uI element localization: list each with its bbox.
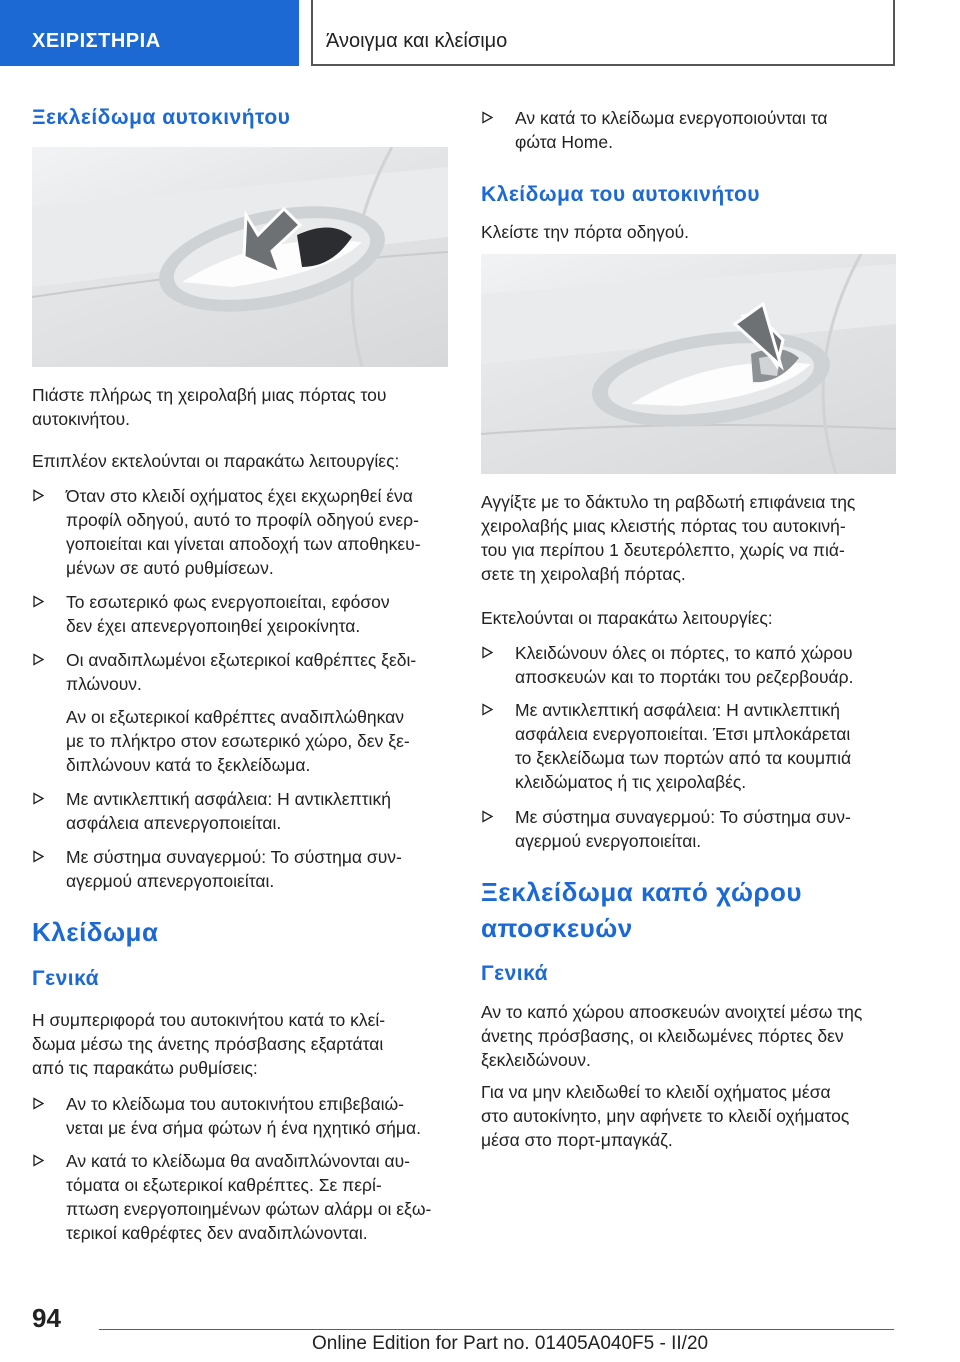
text-line: Αν το κλείδωμα του αυτοκινήτου επιβεβαιώ- [66, 1094, 404, 1114]
text-line: αγερμού απενεργοποιείται. [66, 871, 275, 891]
text-line: ασφάλεια απενεργοποιείται. [66, 813, 282, 833]
text-line: αποσκευών και το πορτάκι του ρεζερβουάρ. [515, 667, 854, 687]
text-line: τόματα οι εξωτερικοί καθρέπτες. Σε περί- [66, 1175, 382, 1195]
heading-lock-vehicle: Κλείδωμα του αυτοκινήτου [481, 183, 761, 206]
text-line: Με αντικλεπτική ασφάλεια: Η αντικλεπτική [66, 789, 391, 809]
heading-locking: Κλείδωμα [32, 917, 159, 947]
triangle-bullet-icon [32, 1154, 45, 1167]
list-item [32, 845, 452, 893]
header-underline [311, 64, 895, 66]
text-line: σετε τη χειρολαβή πόρτας. [481, 564, 686, 584]
text-line: του για περίπου 1 δευτερόλεπτο, χωρίς να πιά- [481, 540, 845, 560]
heading-line: αποσκευών [481, 913, 633, 943]
list-item [481, 805, 896, 853]
list-item [32, 787, 452, 835]
paragraph-functions: Εκτελούνται οι παρακάτω λειτουργίες: [481, 608, 773, 628]
text-line: μέσα στο πορτ-μπαγκάζ. [481, 1130, 673, 1150]
heading-unlock-vehicle: Ξεκλείδωμα αυτοκινήτου [32, 106, 291, 129]
paragraph-close-door: Κλείστε την πόρτα οδηγού. [481, 222, 690, 242]
heading-line: Ξεκλείδωμα καπό χώρου [481, 877, 803, 907]
list-item [32, 590, 452, 638]
text-line: Αγγίξτε με το δάκτυλο τη ραβδωτή επιφάνεια της [481, 492, 856, 512]
list-item [32, 1149, 452, 1245]
text-line: Οι αναδιπλωμένοι εξωτερικοί καθρέπτες ξεδι- [66, 650, 417, 670]
text-line: χειρολαβής μιας κλειστής πόρτας του αυτοκινή- [481, 516, 846, 536]
footer-rule [99, 1329, 894, 1330]
list-item [32, 484, 452, 580]
text-line: γοποιείται και γίνεται αποδοχή των αποθηκευ- [66, 534, 421, 554]
text-line: κλειδώματος ή τις χειρολαβές. [515, 772, 747, 792]
text-line: Αν οι εξωτερικοί καθρέπτες αναδιπλώθηκαν [66, 707, 405, 727]
triangle-bullet-icon [481, 703, 494, 716]
text-line: δωμα μέσω της άνετης πρόσβασης εξαρτάται [32, 1034, 384, 1054]
text-line: Αν κατά το κλείδωμα ενεργοποιούνται τα [515, 108, 828, 128]
triangle-bullet-icon [481, 810, 494, 823]
header-divider [311, 0, 313, 66]
triangle-bullet-icon [32, 792, 45, 805]
heading-unlock-trunk [481, 874, 802, 946]
triangle-bullet-icon [32, 1097, 45, 1110]
text-line: Με αντικλεπτική ασφάλεια: Η αντικλεπτική [515, 700, 840, 720]
paragraph-trunk-1 [481, 1000, 896, 1072]
text-line: Αν το καπό χώρου αποσκευών ανοιχτεί μέσω της [481, 1002, 863, 1022]
text-line: Πιάστε πλήρως τη χειρολαβή μιας πόρτας του [32, 385, 387, 405]
text-line: με το πλήκτρο στον εσωτερικό χώρο, δεν ξε- [66, 731, 410, 751]
text-line: φώτα Home. [515, 132, 613, 152]
text-line: Όταν στο κλειδί οχήματος έχει εκχωρηθεί ένα [66, 486, 413, 506]
text-line: Η συμπεριφορά του αυτοκινήτου κατά το κλεί- [32, 1010, 386, 1030]
triangle-bullet-icon [32, 850, 45, 863]
text-line: δεν έχει απενεργοποιηθεί χειροκίνητα. [66, 616, 361, 636]
edition-text: Online Edition for Part no. 01405A040F5 - II/20 [312, 1333, 709, 1354]
chapter-tab [0, 0, 299, 66]
page-header [0, 0, 960, 66]
page-number: 94 [32, 1303, 61, 1333]
paragraph-trunk-2 [481, 1080, 896, 1152]
header-right-divider [893, 0, 895, 66]
list-item [32, 648, 452, 696]
chapter-title: ΧΕΙΡΙΣΤΗΡΙΑ [32, 30, 161, 52]
text-line: άνετης πρόσβασης, οι κλειδωμένες πόρτες δεν [481, 1026, 844, 1046]
text-line: ξεκλειδώνουν. [481, 1050, 591, 1070]
heading-general-trunk: Γενικά [481, 962, 549, 985]
text-line: αγερμού ενεργοποιείται. [515, 831, 702, 851]
paragraph-additionally: Επιπλέον εκτελούνται οι παρακάτω λειτουργίες: [32, 451, 400, 471]
text-line: στο αυτοκίνητο, μην αφήνετε το κλειδί οχήματος [481, 1106, 850, 1126]
list-item [481, 698, 896, 794]
mirror-note [66, 705, 456, 777]
triangle-bullet-icon [32, 489, 45, 502]
text-line: τερικοί καθρέφτες δεν αναδιπλώνονται. [66, 1223, 368, 1243]
list-item [481, 641, 896, 689]
triangle-bullet-icon [32, 653, 45, 666]
door-handle-illustration [32, 147, 448, 367]
heading-general: Γενικά [32, 967, 100, 990]
text-line: μένων σε αυτό ρυθμίσεων. [66, 558, 274, 578]
text-line: πλώνουν. [66, 674, 142, 694]
text-line: ασφάλεια ενεργοποιείται. Έτσι μπλοκάρεται [515, 724, 851, 744]
text-line: Με σύστημα συναγερμού: Το σύστημα συν- [515, 807, 851, 827]
text-line: το ξεκλείδωμα των πορτών από τα κουμπιά [515, 748, 852, 768]
text-line: προφίλ οδηγού, αυτό το προφίλ οδηγού ενερ- [66, 510, 419, 530]
triangle-bullet-icon [481, 646, 494, 659]
door-handle-lock-image [481, 254, 896, 474]
text-line: από τις παρακάτω ρυθμίσεις: [32, 1058, 258, 1078]
text-line: νεται με ένα σήμα φώτων ή ένα ηχητικό σήμα. [66, 1118, 421, 1138]
list-item [481, 106, 896, 154]
text-line: Για να μην κλειδωθεί το κλειδί οχήματος μέσα [481, 1082, 831, 1102]
text-line: διπλώνουν κατά το ξεκλείδωμα. [66, 755, 311, 775]
text-line: Κλειδώνουν όλες οι πόρτες, το καπό χώρου [515, 643, 853, 663]
section-title: Άνοιγμα και κλείσιμο [326, 30, 508, 52]
paragraph-grip [32, 383, 452, 431]
door-handle-illustration [481, 254, 896, 474]
text-line: Με σύστημα συναγερμού: Το σύστημα συν- [66, 847, 402, 867]
paragraph-general [32, 1008, 452, 1080]
door-handle-unlock-image [32, 147, 448, 367]
list-item [32, 1092, 452, 1140]
text-line: αυτοκινήτου. [32, 409, 131, 429]
triangle-bullet-icon [481, 111, 494, 124]
text-line: Το εσωτερικό φως ενεργοποιείται, εφόσον [66, 592, 390, 612]
text-line: πτωση ενεργοποιημένων φώτων αλάρμ οι εξω- [66, 1199, 432, 1219]
triangle-bullet-icon [32, 595, 45, 608]
paragraph-touch [481, 490, 896, 586]
text-line: Αν κατά το κλείδωμα θα αναδιπλώνονται αυ- [66, 1151, 411, 1171]
